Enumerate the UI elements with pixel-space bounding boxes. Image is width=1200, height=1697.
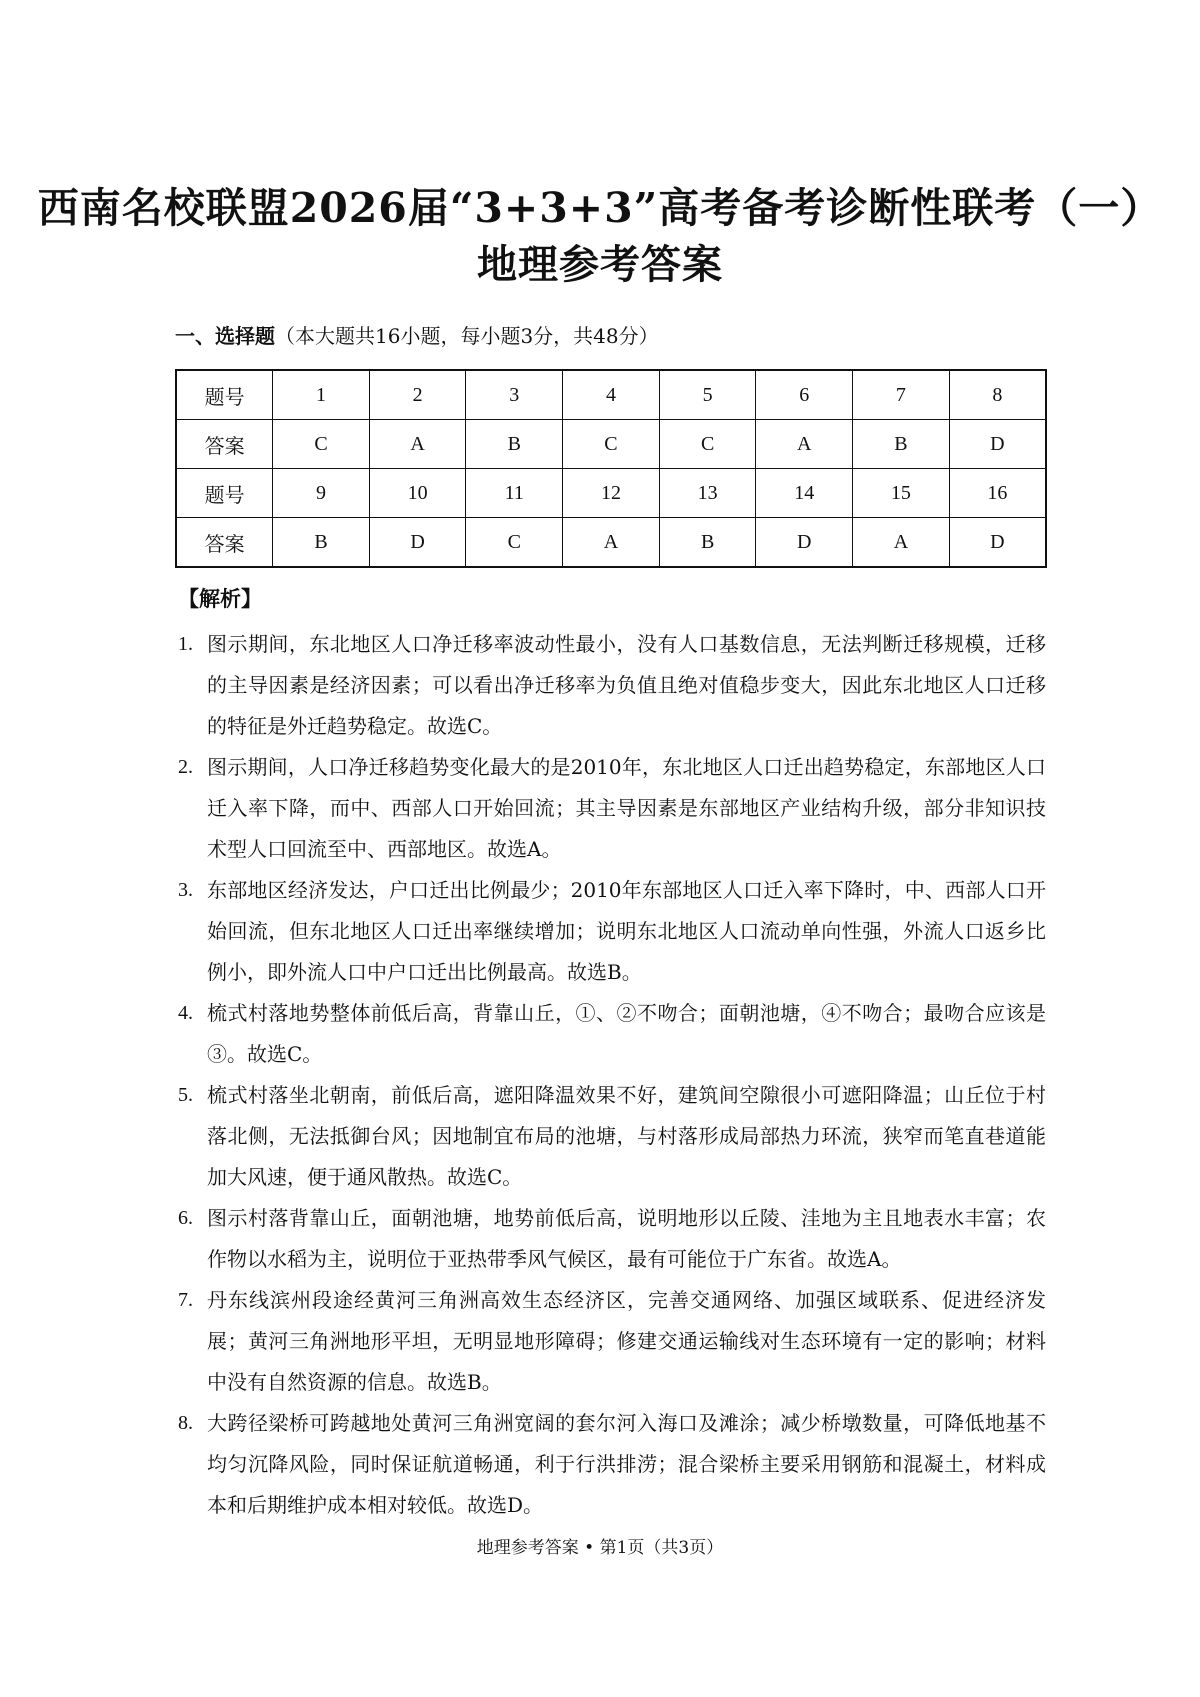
table-cell: 12 bbox=[563, 469, 660, 518]
item-text: 大跨径梁桥可跨越地处黄河三角洲宽阔的套尔河入海口及滩涂；减少桥墩数量，可降低地基不均匀沉降风险，同时保证航道畅通，利于行洪排涝；混合梁桥主要采用钢筋和混凝土，材料成本和后期维护成本相对较低。故选D。 bbox=[207, 1411, 1046, 1517]
section-label: 一、选择题 bbox=[175, 324, 275, 348]
table-cell: 答案 bbox=[176, 420, 273, 469]
table-row bbox=[176, 420, 1046, 469]
table-cell: 10 bbox=[369, 469, 466, 518]
section-heading bbox=[175, 322, 659, 350]
table-cell: A bbox=[563, 518, 660, 568]
table-cell: A bbox=[853, 518, 950, 568]
table-cell: B bbox=[273, 518, 370, 568]
page-footer: 地理参考答案 • 第1页（共3页） bbox=[476, 1538, 724, 1558]
table-cell: B bbox=[659, 518, 756, 568]
table-cell: 15 bbox=[853, 469, 950, 518]
item-number: 8. bbox=[178, 1412, 193, 1434]
table-cell: A bbox=[369, 420, 466, 469]
list-item bbox=[178, 1403, 1046, 1526]
table-cell: 答案 bbox=[176, 518, 273, 568]
list-item bbox=[178, 1280, 1046, 1403]
analysis-list bbox=[178, 624, 1046, 1526]
table-cell: D bbox=[949, 518, 1046, 568]
item-text: 梳式村落地势整体前低后高，背靠山丘，①、②不吻合；面朝池塘，④不吻合；最吻合应该是③。故选C。 bbox=[207, 1001, 1046, 1066]
table-row bbox=[176, 518, 1046, 568]
table-cell: 11 bbox=[466, 469, 563, 518]
table-cell: 7 bbox=[853, 370, 950, 420]
item-number: 4. bbox=[178, 1002, 193, 1024]
section-note: （本大题共16小题，每小题3分，共48分） bbox=[275, 324, 659, 348]
list-item bbox=[178, 1198, 1046, 1280]
table-cell: 3 bbox=[466, 370, 563, 420]
table-cell: 16 bbox=[949, 469, 1046, 518]
table-cell: 14 bbox=[756, 469, 853, 518]
table-row bbox=[176, 370, 1046, 420]
list-item bbox=[178, 624, 1046, 747]
item-number: 2. bbox=[178, 756, 193, 778]
table-cell: B bbox=[853, 420, 950, 469]
table-cell: 1 bbox=[273, 370, 370, 420]
item-number: 1. bbox=[178, 633, 193, 655]
table-cell: 8 bbox=[949, 370, 1046, 420]
table-cell: A bbox=[756, 420, 853, 469]
table-cell: 4 bbox=[563, 370, 660, 420]
item-number: 3. bbox=[178, 879, 193, 901]
table-cell: 13 bbox=[659, 469, 756, 518]
list-item bbox=[178, 870, 1046, 993]
table-cell: C bbox=[659, 420, 756, 469]
item-text: 图示村落背靠山丘，面朝池塘，地势前低后高，说明地形以丘陵、洼地为主且地表水丰富；农作物以水稻为主，说明位于亚热带季风气候区，最有可能位于广东省。故选A。 bbox=[207, 1206, 1046, 1271]
table-cell: C bbox=[563, 420, 660, 469]
table-cell: 5 bbox=[659, 370, 756, 420]
table-row bbox=[176, 469, 1046, 518]
item-text: 东部地区经济发达，户口迁出比例最少；2010年东部地区人口迁入率下降时，中、西部人口开始回流，但东北地区人口迁出率继续增加；说明东北地区人口流动单向性强，外流人口返乡比例小，即外流人口中户口迁出比例最高。故选B。 bbox=[207, 878, 1046, 984]
table-cell: 题号 bbox=[176, 370, 273, 420]
document-title: 西南名校联盟2026届“3+3+3”高考备考诊断性联考（一） bbox=[37, 184, 1163, 232]
table-cell: D bbox=[369, 518, 466, 568]
list-item bbox=[178, 1075, 1046, 1198]
list-item bbox=[178, 747, 1046, 870]
answer-table bbox=[175, 369, 1047, 568]
item-text: 图示期间，人口净迁移趋势变化最大的是2010年，东北地区人口迁出趋势稳定，东部地区人口迁入率下降，而中、西部人口开始回流；其主导因素是东部地区产业结构升级，部分非知识技术型人口回流至中、西部地区。故选A。 bbox=[207, 755, 1046, 861]
table-cell: D bbox=[949, 420, 1046, 469]
table-cell: 6 bbox=[756, 370, 853, 420]
table-cell: 9 bbox=[273, 469, 370, 518]
table-cell: D bbox=[756, 518, 853, 568]
analysis-heading: 【解析】 bbox=[178, 586, 262, 611]
table-cell: C bbox=[466, 518, 563, 568]
table-cell: 题号 bbox=[176, 469, 273, 518]
document-subtitle: 地理参考答案 bbox=[477, 241, 723, 288]
table-cell: 2 bbox=[369, 370, 466, 420]
item-number: 5. bbox=[178, 1084, 193, 1106]
item-text: 图示期间，东北地区人口净迁移率波动性最小，没有人口基数信息，无法判断迁移规模，迁移的主导因素是经济因素；可以看出净迁移率为负值且绝对值稳步变大，因此东北地区人口迁移的特征是外迁趋势稳定。故选C。 bbox=[207, 632, 1046, 738]
item-text: 梳式村落坐北朝南，前低后高，遮阳降温效果不好，建筑间空隙很小可遮阳降温；山丘位于村落北侧，无法抵御台风；因地制宜布局的池塘，与村落形成局部热力环流，狭窄而笔直巷道能加大风速，便于通风散热。故选C。 bbox=[207, 1083, 1046, 1189]
list-item bbox=[178, 993, 1046, 1075]
item-number: 7. bbox=[178, 1289, 193, 1311]
item-text: 丹东线滨州段途经黄河三角洲高效生态经济区，完善交通网络、加强区域联系、促进经济发展；黄河三角洲地形平坦，无明显地形障碍；修建交通运输线对生态环境有一定的影响；材料中没有自然资源的信息。故选B。 bbox=[207, 1288, 1046, 1394]
table-cell: B bbox=[466, 420, 563, 469]
item-number: 6. bbox=[178, 1207, 193, 1229]
table-cell: C bbox=[273, 420, 370, 469]
